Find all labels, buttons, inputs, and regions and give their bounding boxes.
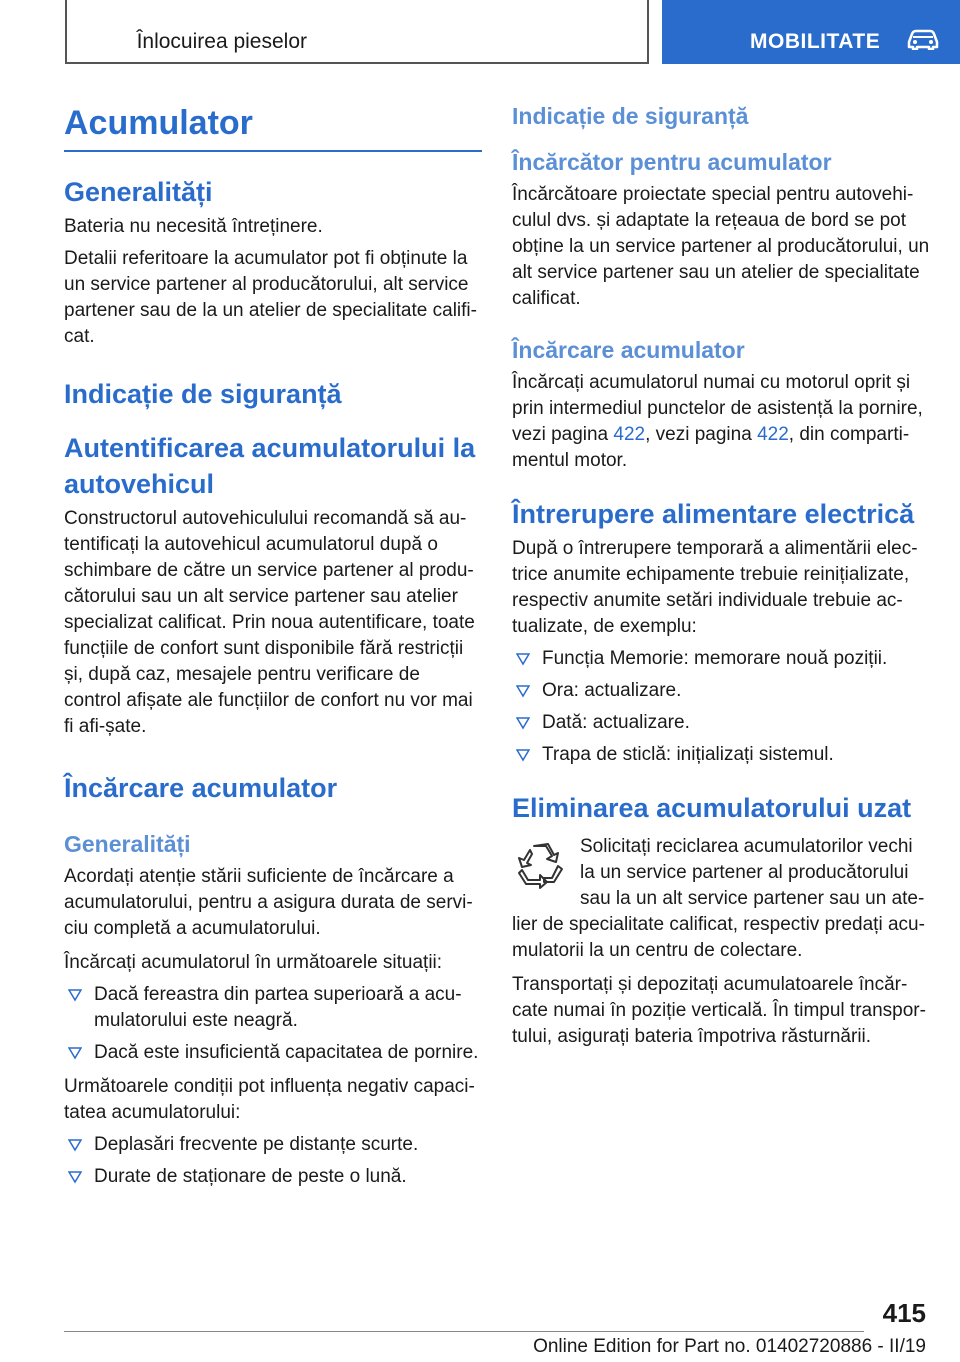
heading-power-interruption: Întrerupere alimentare electrică <box>512 499 915 529</box>
chapter-tab[interactable] <box>662 0 960 64</box>
triangle-bullet-icon <box>516 684 530 698</box>
right-column <box>512 100 930 1050</box>
heading-safety: Indicație de siguranță <box>64 379 342 409</box>
list-item: Durate de staționare de peste o lună. <box>64 1164 482 1190</box>
triangle-bullet-icon <box>516 748 530 762</box>
header-section-box <box>65 0 649 64</box>
page-link-422[interactable]: 422 <box>757 424 789 445</box>
triangle-bullet-icon <box>68 1138 82 1152</box>
charging-paragraph-3: Următoarele condiții pot influența negativ capaci-tatea acumulatorului: <box>64 1076 475 1123</box>
disposal-block <box>512 834 930 912</box>
list-item: Dată: actualizare. <box>512 710 930 736</box>
general-paragraph-1: Bateria nu necesită întreținere. <box>64 216 323 237</box>
heading-disposal: Eliminarea acumulatorului uzat <box>512 793 912 823</box>
list-item: Ora: actualizare. <box>512 678 930 704</box>
page-link-422[interactable]: 422 <box>613 424 646 445</box>
charging-paragraph-2: Încărcați acumulatorul în următoarele situații: <box>64 952 443 973</box>
heading-general: Generalități <box>64 177 213 207</box>
left-column <box>64 100 482 1190</box>
disposal-paragraph-2: Transportați și depozitați acumulatoarele încăr-cate numai în poziție verticală. În timpul transpor-tului, asigurați bateria împotriva răsturnării. <box>512 974 926 1047</box>
chapter-tab-label: MOBILITATE <box>750 30 881 53</box>
triangle-bullet-icon <box>68 1170 82 1184</box>
charging-paragraph-1: Acordați atenție stării suficiente de încărcare a acumulatorului, pentru a asigura durata de servi-ciu completă a acumulatorului. <box>64 866 473 939</box>
title-divider <box>64 150 482 152</box>
heading-charging-right: Încărcare acumulator <box>512 337 745 363</box>
edition-footer: Online Edition for Part no. 01402720886 - II/19 <box>533 1336 926 1357</box>
triangle-bullet-icon <box>516 652 530 666</box>
list-item: Trapa de sticlă: inițializați sistemul. <box>512 742 930 768</box>
list-item: Dacă este insuficientă capacitatea de pornire. <box>64 1040 482 1066</box>
footer-divider <box>64 1331 864 1332</box>
heading-authentication: Autentificarea acumulatorului la autovehicul <box>64 433 476 499</box>
page-number: 415 <box>882 1298 926 1328</box>
charger-paragraph: Încărcătoare proiectate special pentru autovehi-culul dvs. și adaptate la rețeaua de bord se pot obține la un service partener al producătorului, un alt service partener sau un atelier de specialitate calificat. <box>512 184 930 309</box>
heading-charging-general: Generalități <box>64 831 191 857</box>
triangle-bullet-icon <box>68 988 82 1002</box>
disposal-paragraph-continued: lier de specialitate calificat, respectiv predați acu-mulatorii la un centru de colectare. <box>512 914 925 961</box>
recycle-icon <box>514 838 566 890</box>
power-settings-list <box>512 646 930 768</box>
capacity-factors-list <box>64 1132 482 1190</box>
list-item: Dacă fereastra din partea superioară a acu-mulatorului este neagră. <box>64 982 482 1034</box>
list-item: Deplasări frecvente pe distanțe scurte. <box>64 1132 482 1158</box>
triangle-bullet-icon <box>516 716 530 730</box>
section-title: Înlocuirea pieselor <box>136 30 307 53</box>
page-title: Acumulator <box>64 104 253 142</box>
heading-charger: Încărcător pentru acumulator <box>512 149 832 175</box>
heading-charging: Încărcare acumulator <box>64 773 338 803</box>
power-paragraph: După o întrerupere temporară a alimentării elec-trice anumite echipamente trebuie reinițializate, respectiv anumite setări individuale trebuie ac-tualizate, de exemplu: <box>512 538 918 637</box>
charging-situations-list <box>64 982 482 1066</box>
car-icon <box>906 28 940 50</box>
charging-paragraph: Încărcați acumulatorul numai cu motorul oprit și prin intermediul punctelor de asistență la pornire, vezi pagina 422, vezi pagina 422, din comparti-mentul motor. <box>512 372 923 471</box>
general-paragraph-2: Detalii referitoare la acumulator pot fi obținute la un service partener al producătorului, alt service partener sau de la un atelier de specialitate califi-cat. <box>64 248 477 347</box>
list-item: Funcția Memorie: memorare nouă poziții. <box>512 646 930 672</box>
authentication-paragraph: Constructorul autovehiculului recomandă să au-tentificați la autovehicul acumulatorul după o schimbare de către un service partener al produ-cătorului sau un alt service partener sau atelier specializat calificat. Prin noua autentificare, toate funcțiile de confort sunt disponibile fără restricții și, după caz, mesajele pentru verificare de control afișate ale funcțiilor de confort nu vor mai fi afi-șate. <box>64 508 475 737</box>
disposal-paragraph-intro: Solicitați reciclarea acumulatorilor vechi la un service partener al producătorului sau la un alt service partener sau un ate- <box>580 836 925 909</box>
heading-safety-right: Indicație de siguranță <box>512 103 749 129</box>
triangle-bullet-icon <box>68 1046 82 1060</box>
